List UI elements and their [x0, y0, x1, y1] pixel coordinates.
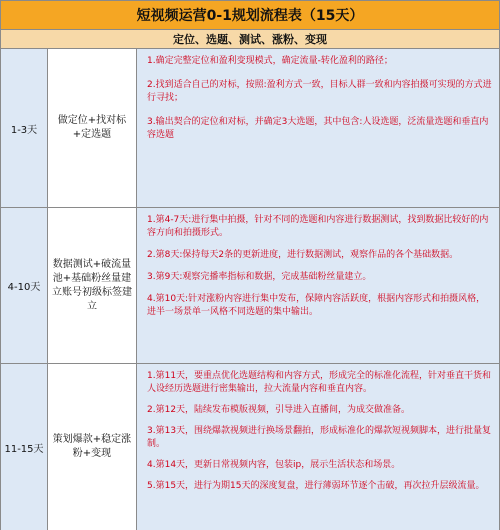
detail-item: 1.确定完整定位和盈利变现模式，确定流量-转化盈利的路径；	[147, 56, 393, 66]
detail-item: 2.找到适合自己的对标，按照:盈利方式一致，目标人群一致和内容拍摄可实现的方式进行寻找；	[147, 80, 492, 103]
detail-item: 4.第10天:针对涨粉内容进行集中发布，保障内容活跃度，根据内容形式和拍摄风格，进半一场景单一风格不同选题的集中输出。	[147, 294, 486, 317]
detail-item: 1.第11天，要重点优化选题结构和内容方式，形成完全的标准化流程，针对垂直干货和人设经历选题进行密集输出，拉大流量内容和垂直内容。	[147, 371, 492, 394]
detail-cell	[137, 208, 499, 363]
detail-item: 5.第15天，进行为期15天的深度复盘，进行薄弱环节逐个击破，再次拉升层级流量。	[147, 481, 485, 491]
detail-item: 2.第12天，陆续发布模版视频，引导进入直播间，为成交做准备。	[147, 405, 411, 415]
period-cell: 4-10天	[1, 208, 48, 363]
table-subtitle: 定位、选题、测试、涨粉、变现	[1, 30, 499, 49]
detail-item: 3.第13天，围绕爆款视频进行换场景翻拍，形成标准化的爆款短视频脚本，进行批量复制。	[147, 426, 492, 449]
table-row	[1, 208, 499, 364]
table-row	[1, 49, 499, 208]
table-row	[1, 364, 499, 530]
phase-cell: 数据测试+破流量池+基础粉丝量建立账号初级标签建立	[48, 208, 137, 363]
detail-cell	[137, 49, 499, 207]
table-title: 短视频运营0-1规划流程表（15天）	[1, 1, 499, 30]
detail-item: 4.第14天，更新日常视频内容，包装ip，展示生活状态和场景。	[147, 460, 401, 470]
phase-cell: 策划爆款+稳定涨粉+变现	[48, 364, 137, 530]
period-cell: 11-15天	[1, 364, 48, 530]
detail-item: 1.第4-7天:进行集中拍摄，针对不同的选题和内容进行数据测试，找到数据比较好的内容方向和拍摄形式。	[147, 215, 489, 238]
detail-cell	[137, 364, 499, 530]
period-cell: 1-3天	[1, 49, 48, 207]
phase-cell: 做定位+找对标+定选题	[48, 49, 137, 207]
detail-item: 3.第9天:观察完播率指标和数据，完成基础粉丝量建立。	[147, 272, 372, 282]
detail-item: 2.第8天:保持每天2条的更新进度，进行数据测试，观察作品的各个基础数据。	[147, 250, 459, 260]
detail-item: 3.输出契合的定位和对标，并确定3大选题，其中包含:人设选题，泛流量选题和垂直内容选题	[147, 117, 489, 140]
